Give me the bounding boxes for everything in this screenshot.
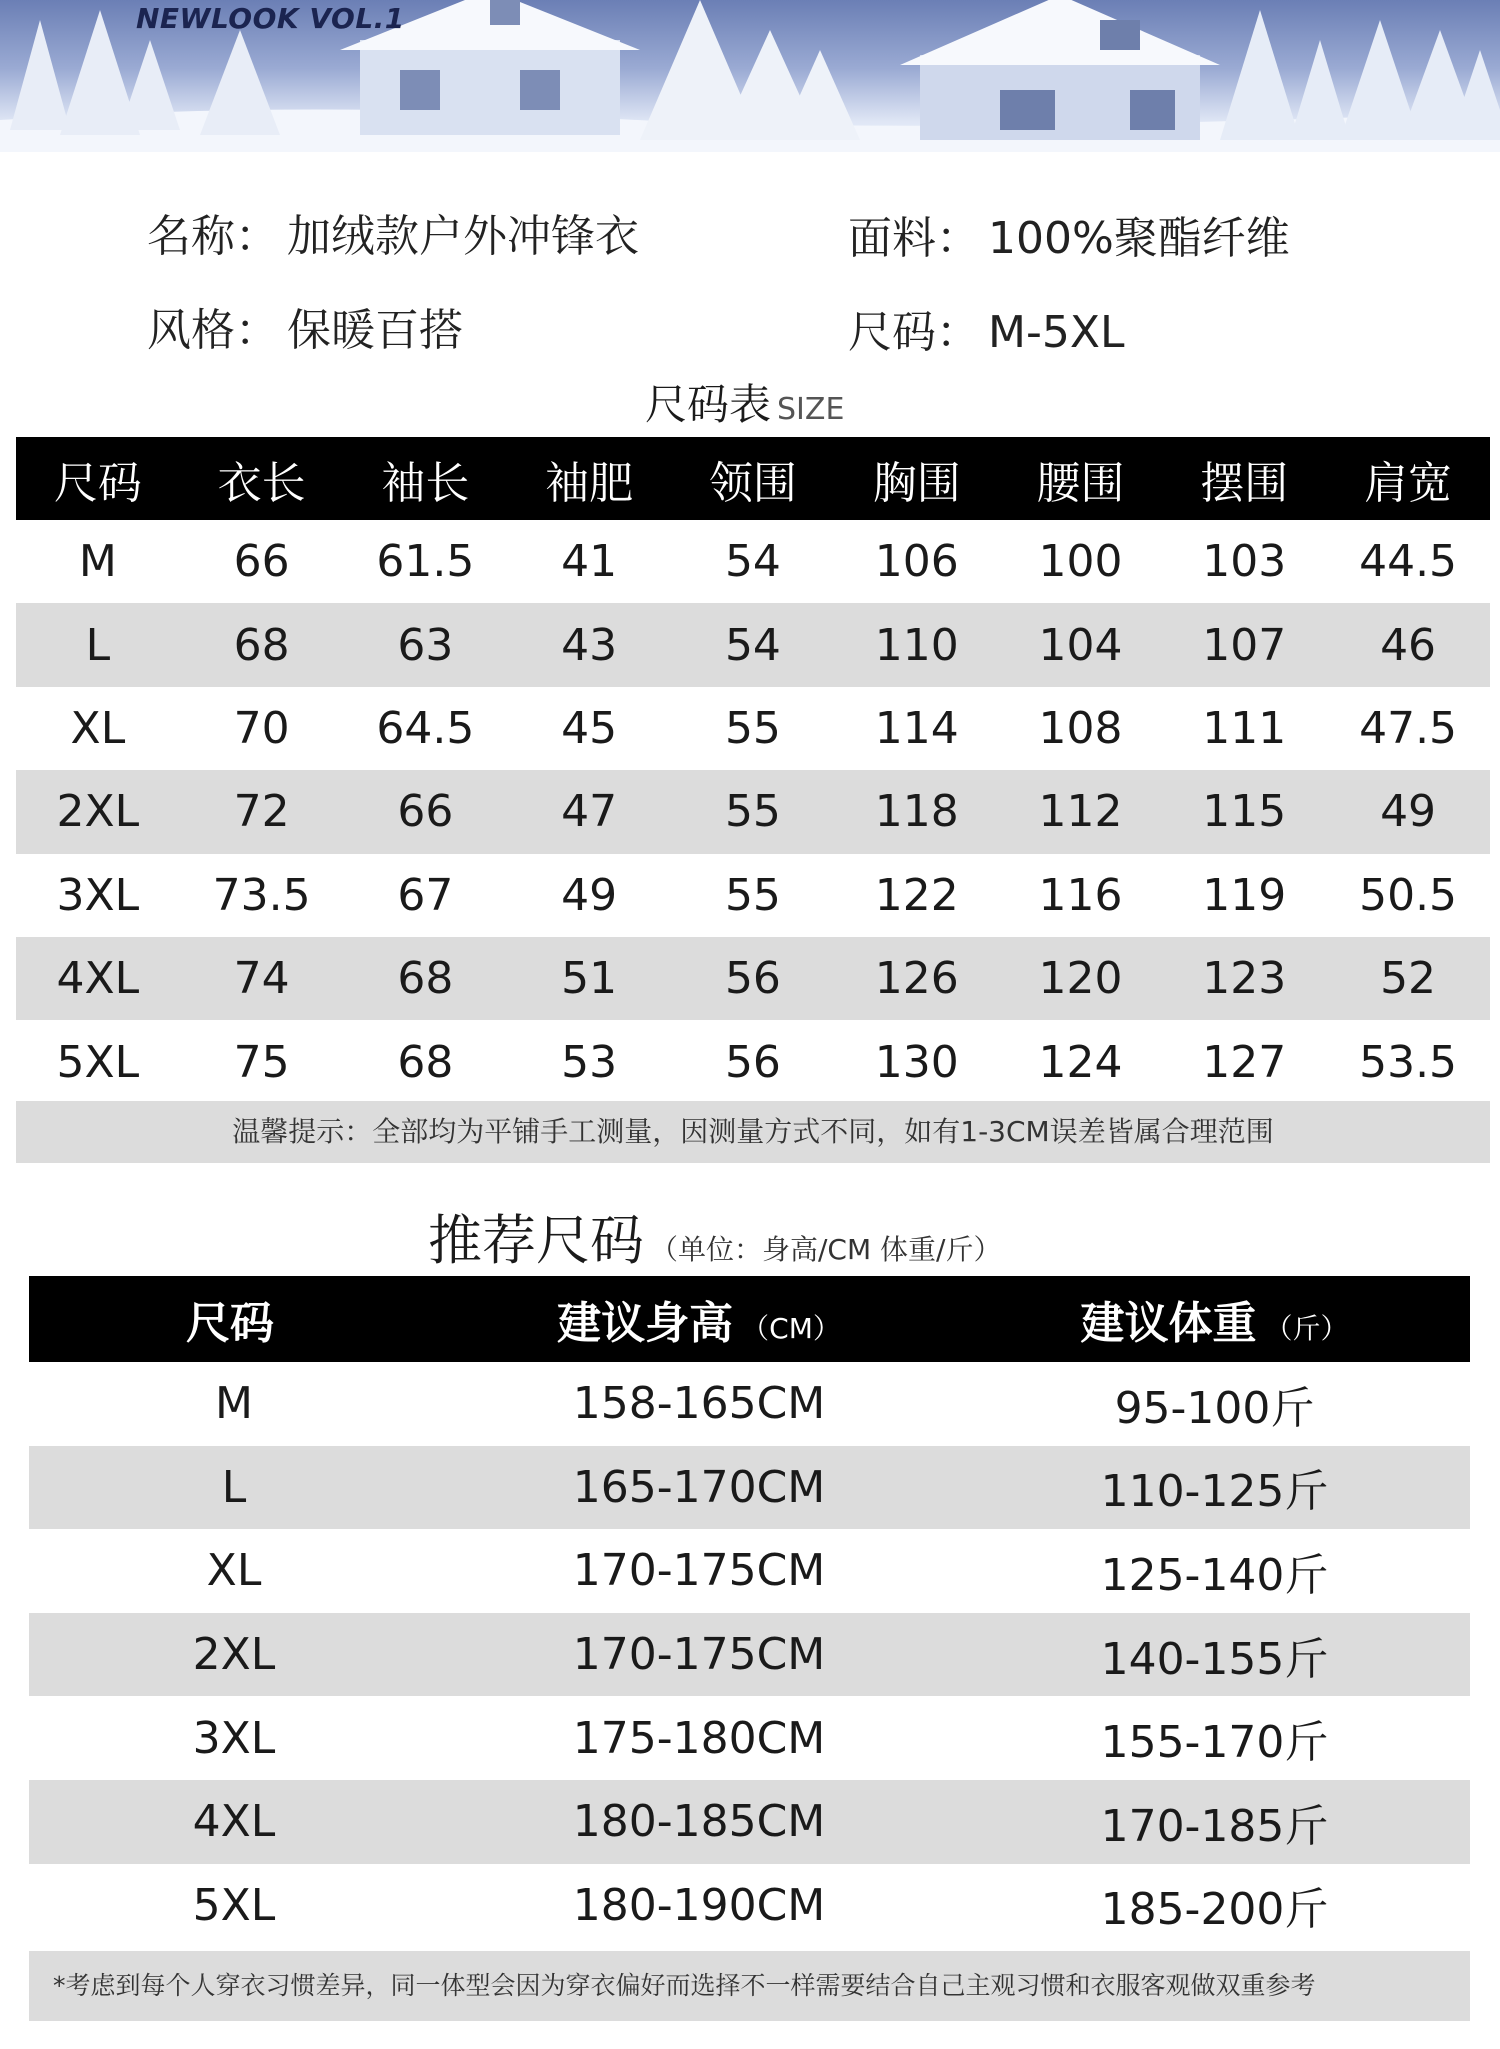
table-cell: 52 xyxy=(1326,937,1490,1020)
table-cell: 47 xyxy=(507,770,671,853)
table-row xyxy=(29,1864,1470,1948)
table-cell: 100 xyxy=(1038,536,1123,588)
table-cell: 127 xyxy=(1202,1036,1287,1088)
table-cell: 68 xyxy=(180,603,344,686)
table-cell: 5XL xyxy=(192,1879,276,1931)
recommend-title-sub: （单位：身高/CM 体重/斤） xyxy=(650,1233,1002,1266)
product-fabric xyxy=(848,202,1290,266)
measurement-note: 温馨提示：全部均为平铺手工测量，因测量方式不同，如有1-3CM误差皆属合理范围 xyxy=(16,1101,1490,1163)
table-cell: 47.5 xyxy=(1359,702,1458,754)
table-cell: 68 xyxy=(397,1036,454,1088)
table-row xyxy=(16,603,1490,686)
table-cell: 61.5 xyxy=(376,536,475,588)
size-chart-header-row xyxy=(16,437,1490,520)
table-cell: 115 xyxy=(1162,770,1326,853)
product-style-value: 保暖百搭 xyxy=(287,305,463,356)
table-cell: 66 xyxy=(344,770,508,853)
table-cell: 49 xyxy=(1326,770,1490,853)
header-cell xyxy=(29,1276,439,1362)
product-style-label: 风格： xyxy=(147,305,279,356)
table-cell: 112 xyxy=(999,770,1163,853)
header-unit: （CM） xyxy=(741,1312,841,1345)
table-cell: 45 xyxy=(561,702,618,754)
table-cell: 70 xyxy=(233,702,290,754)
table-row xyxy=(29,1529,1470,1613)
table-cell: 54 xyxy=(671,603,835,686)
product-size-value: M-5XL xyxy=(988,307,1125,358)
table-cell: 68 xyxy=(344,937,508,1020)
table-cell: 107 xyxy=(1162,603,1326,686)
table-cell: 126 xyxy=(835,937,999,1020)
table-row xyxy=(16,937,1490,1020)
table-cell: 123 xyxy=(1162,937,1326,1020)
table-cell: 43 xyxy=(507,603,671,686)
table-row xyxy=(29,1613,1470,1697)
table-row xyxy=(16,520,1490,603)
table-cell: L xyxy=(29,1446,439,1530)
recommend-title-main: 推荐尺码 xyxy=(428,1209,644,1272)
table-cell: 155-170斤 xyxy=(1100,1717,1329,1769)
header-cell: 领围 xyxy=(671,437,835,520)
table-cell: 63 xyxy=(344,603,508,686)
header-cell xyxy=(959,1276,1470,1362)
table-cell: 66 xyxy=(233,536,290,588)
recommend-header-row xyxy=(29,1276,1470,1362)
table-cell: 41 xyxy=(561,536,618,588)
header-label: 尺码 xyxy=(186,1298,274,1349)
table-row xyxy=(29,1446,1470,1530)
table-cell: 158-165CM xyxy=(572,1378,826,1430)
table-cell: 103 xyxy=(1202,536,1287,588)
product-size-label: 尺码： xyxy=(848,307,980,358)
table-cell: L xyxy=(16,603,180,686)
table-cell: 185-200斤 xyxy=(1100,1884,1329,1936)
table-cell: 5XL xyxy=(56,1036,140,1088)
table-row xyxy=(16,687,1490,770)
recommend-title xyxy=(428,1198,1001,1275)
product-name-label: 名称： xyxy=(147,211,279,262)
product-style xyxy=(147,294,463,358)
table-cell: 130 xyxy=(874,1036,959,1088)
table-cell: 55 xyxy=(724,702,781,754)
header-cell: 尺码 xyxy=(16,437,180,520)
table-row xyxy=(16,770,1490,853)
table-cell: XL xyxy=(206,1545,262,1597)
table-cell: 67 xyxy=(397,869,454,921)
fit-advice-note: *考虑到每个人穿衣习惯差异，同一体型会因为穿衣偏好而选择不一样需要结合自己主观习惯和衣服客观做双重参考 xyxy=(29,1951,1470,2021)
table-cell: 53.5 xyxy=(1359,1036,1458,1088)
table-cell: 170-185斤 xyxy=(959,1780,1470,1864)
table-cell: M xyxy=(215,1378,253,1430)
table-cell: 54 xyxy=(724,536,781,588)
table-cell: 72 xyxy=(180,770,344,853)
table-cell: 124 xyxy=(1038,1036,1123,1088)
table-cell: 116 xyxy=(1038,869,1123,921)
table-cell: 106 xyxy=(874,536,959,588)
table-cell: 51 xyxy=(507,937,671,1020)
table-cell: 49 xyxy=(561,869,618,921)
header-cell: 腰围 xyxy=(999,437,1163,520)
table-cell: 140-155斤 xyxy=(959,1613,1470,1697)
product-name-value: 加绒款户外冲锋衣 xyxy=(287,211,639,262)
table-cell: 175-180CM xyxy=(572,1712,826,1764)
table-cell: XL xyxy=(70,702,126,754)
table-cell: 2XL xyxy=(16,770,180,853)
product-name xyxy=(147,200,639,264)
table-cell: 55 xyxy=(724,869,781,921)
table-row xyxy=(16,1020,1490,1103)
table-cell: 170-175CM xyxy=(439,1613,959,1697)
table-cell: 180-190CM xyxy=(572,1879,826,1931)
table-cell: 125-140斤 xyxy=(1100,1549,1329,1601)
table-row xyxy=(16,854,1490,937)
table-cell: 2XL xyxy=(29,1613,439,1697)
banner-image xyxy=(0,0,1500,152)
table-cell: M xyxy=(78,536,117,588)
table-cell: 118 xyxy=(835,770,999,853)
header-cell: 袖肥 xyxy=(507,437,671,520)
table-cell: 55 xyxy=(671,770,835,853)
product-size-range xyxy=(848,296,1125,360)
header-cell: 衣长 xyxy=(180,437,344,520)
table-cell: 64.5 xyxy=(376,702,475,754)
header-cell: 摆围 xyxy=(1162,437,1326,520)
table-cell: 114 xyxy=(874,702,959,754)
banner-title: NEWLOOK VOL.1 xyxy=(136,2,405,35)
table-cell: 50.5 xyxy=(1359,869,1458,921)
size-chart-title-main: 尺码表 xyxy=(645,380,772,429)
table-cell: 74 xyxy=(180,937,344,1020)
table-cell: 108 xyxy=(1038,702,1123,754)
header-cell xyxy=(439,1276,959,1362)
table-cell: 119 xyxy=(1202,869,1287,921)
header-cell: 袖长 xyxy=(344,437,508,520)
header-unit: （斤） xyxy=(1264,1312,1349,1345)
table-cell: 111 xyxy=(1202,702,1287,754)
size-chart-title-sub: SIZE xyxy=(777,392,845,427)
table-cell: 4XL xyxy=(29,1780,439,1864)
header-label: 建议身高 xyxy=(557,1298,734,1349)
table-cell: 75 xyxy=(233,1036,290,1088)
table-cell: 180-185CM xyxy=(439,1780,959,1864)
table-cell: 3XL xyxy=(56,869,140,921)
table-row xyxy=(29,1696,1470,1780)
product-fabric-label: 面料： xyxy=(848,213,980,264)
table-cell: 122 xyxy=(874,869,959,921)
table-cell: 4XL xyxy=(16,937,180,1020)
header-cell: 胸围 xyxy=(835,437,999,520)
header-label: 建议体重 xyxy=(1080,1298,1257,1349)
table-cell: 165-170CM xyxy=(439,1446,959,1530)
table-cell: 3XL xyxy=(192,1712,276,1764)
table-cell: 53 xyxy=(561,1036,618,1088)
table-cell: 46 xyxy=(1326,603,1490,686)
table-cell: 56 xyxy=(724,1036,781,1088)
header-cell: 肩宽 xyxy=(1326,437,1490,520)
recommend-table xyxy=(29,1276,1470,1947)
table-cell: 73.5 xyxy=(212,869,311,921)
table-cell: 104 xyxy=(999,603,1163,686)
table-cell: 120 xyxy=(999,937,1163,1020)
table-cell: 110-125斤 xyxy=(959,1446,1470,1530)
table-cell: 170-175CM xyxy=(572,1545,826,1597)
table-cell: 44.5 xyxy=(1359,536,1458,588)
table-cell: 95-100斤 xyxy=(1114,1382,1315,1434)
size-chart-table xyxy=(16,437,1490,1104)
table-row xyxy=(29,1780,1470,1864)
table-cell: 56 xyxy=(671,937,835,1020)
size-chart-title xyxy=(645,372,844,432)
product-fabric-value: 100%聚酯纤维 xyxy=(988,213,1290,264)
table-cell: 110 xyxy=(835,603,999,686)
table-row xyxy=(29,1362,1470,1446)
